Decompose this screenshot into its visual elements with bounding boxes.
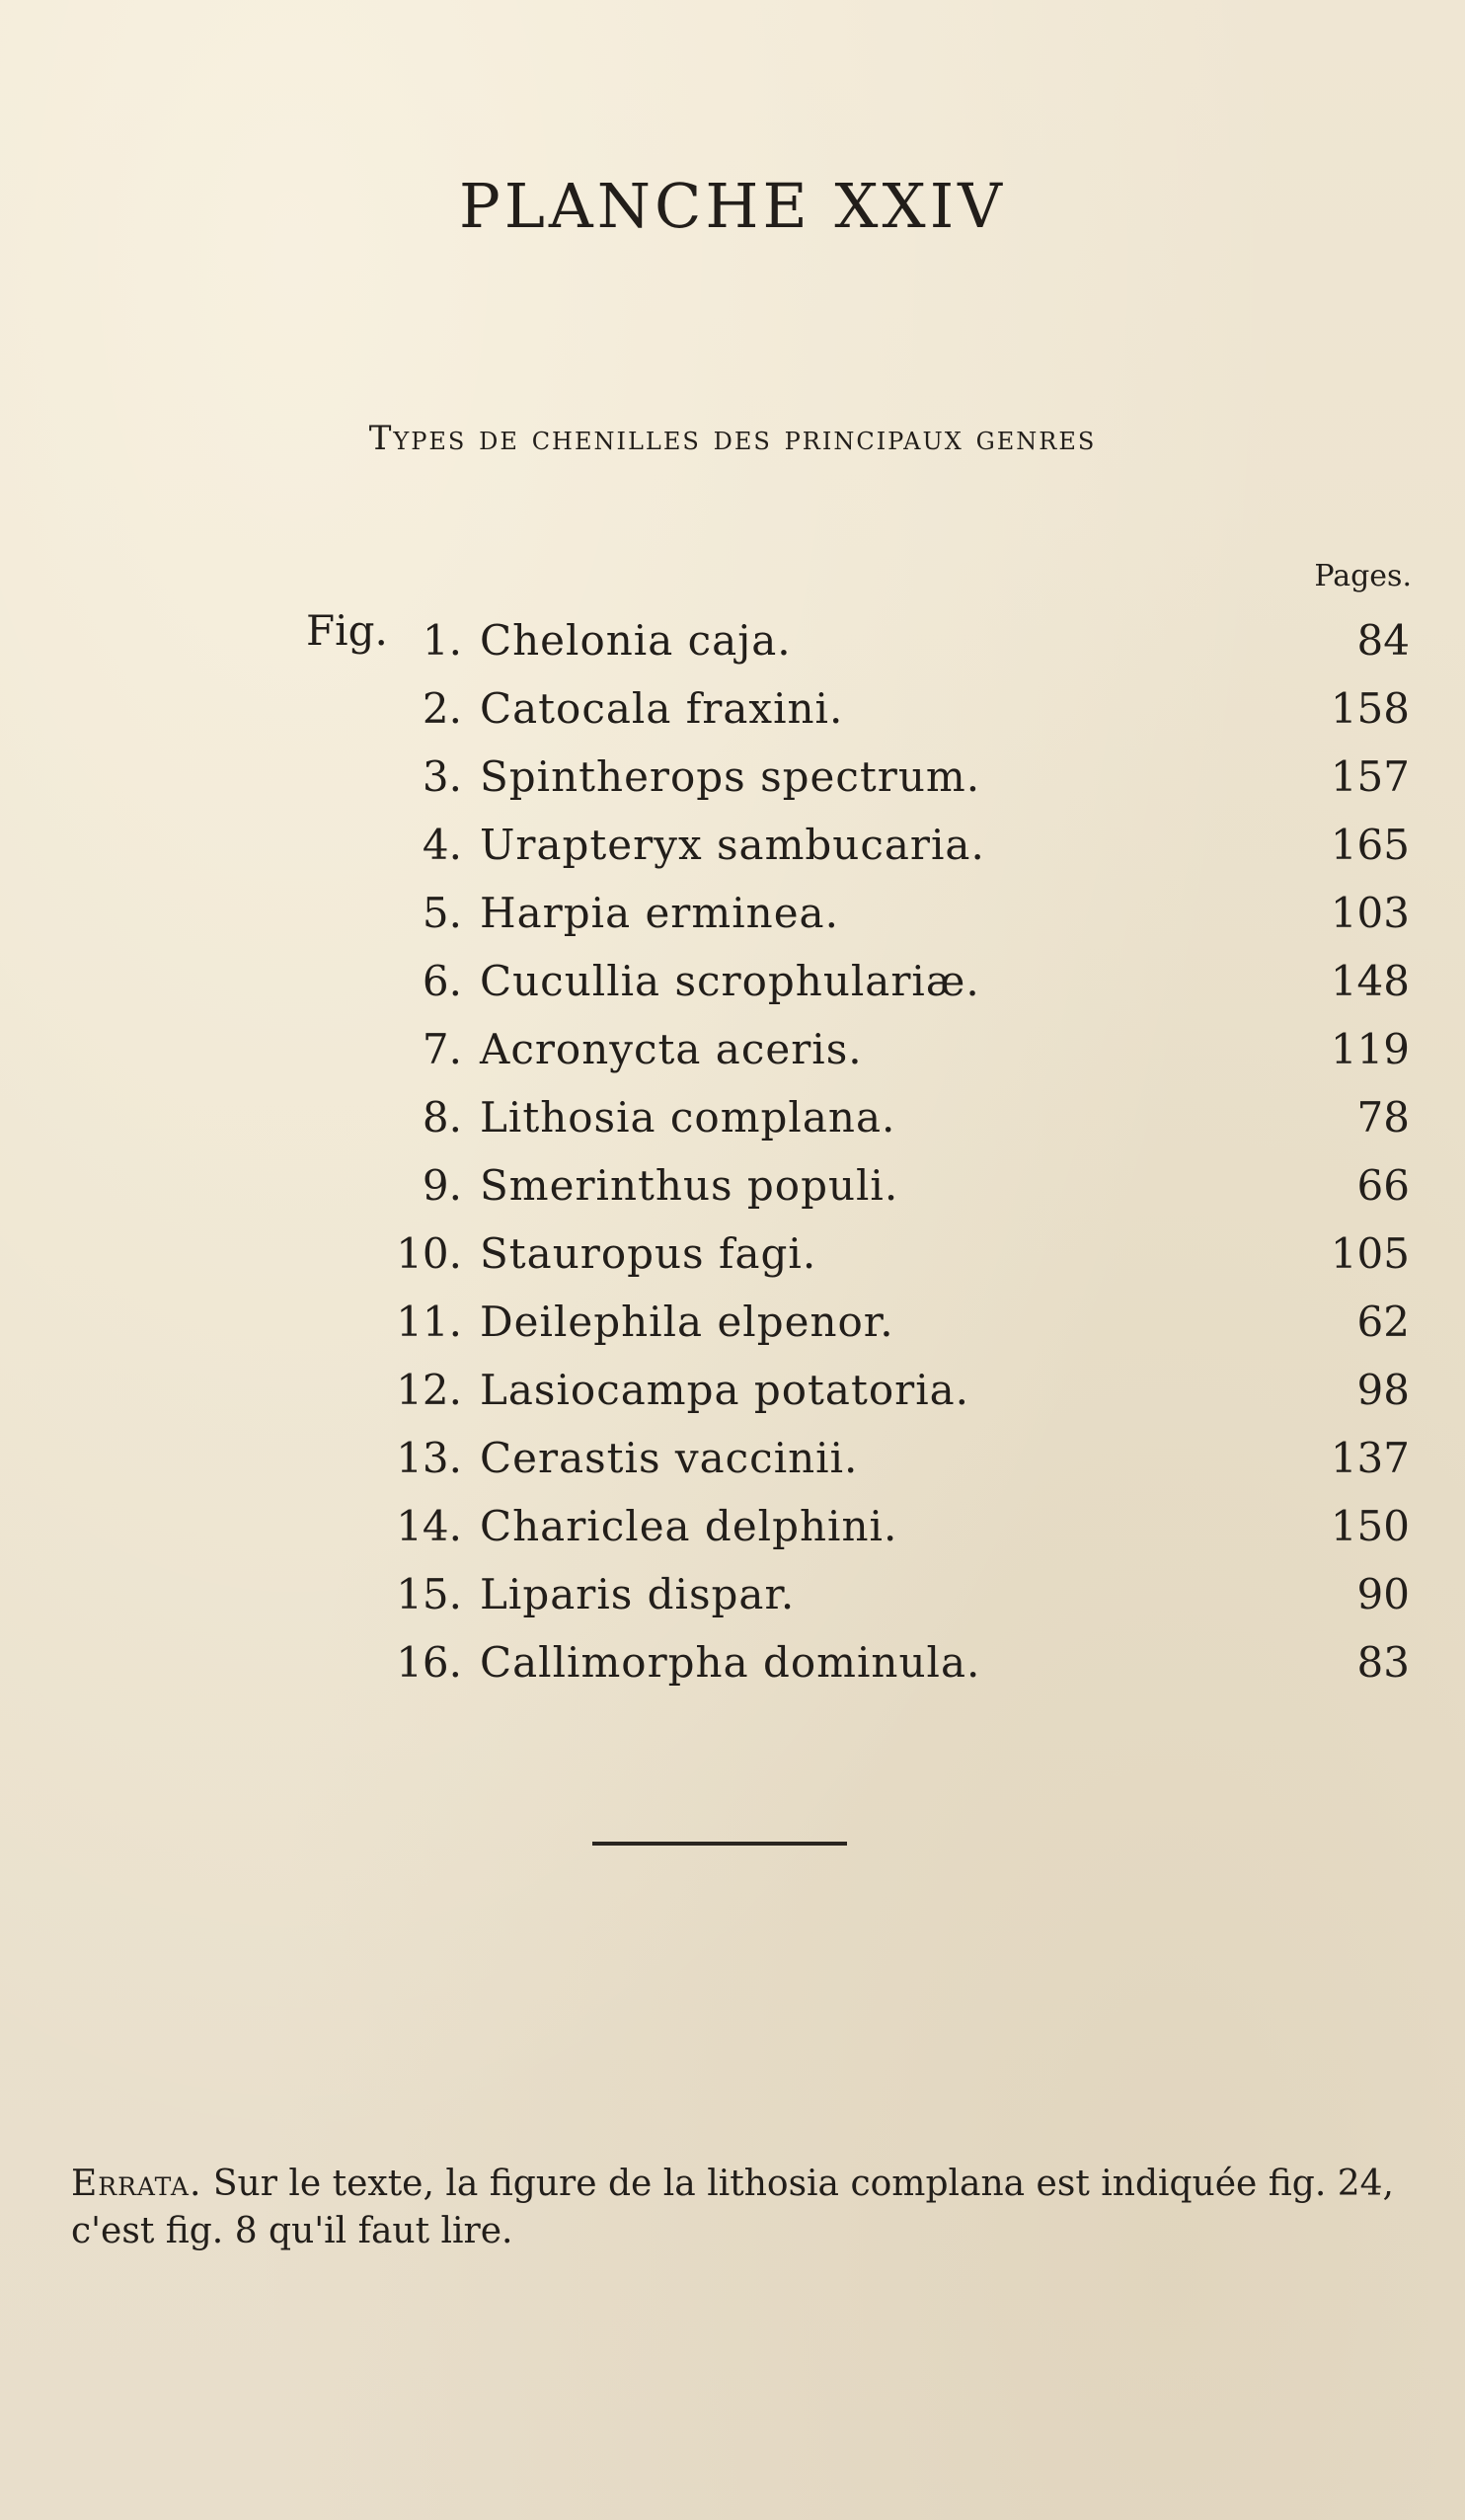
errata-note bbox=[71, 2161, 1394, 2255]
list-item bbox=[0, 606, 1465, 674]
figure-number: 13. bbox=[396, 1434, 462, 1482]
list-item bbox=[0, 1220, 1465, 1288]
figure-number: 16. bbox=[396, 1638, 462, 1687]
page-number: 148 bbox=[1330, 957, 1410, 1005]
page-number: 105 bbox=[1330, 1229, 1410, 1278]
species-name: Stauropus fagi. bbox=[480, 1229, 817, 1278]
list-item bbox=[0, 1083, 1465, 1151]
species-name: Chelonia caja. bbox=[480, 616, 792, 665]
pages-column-header: Pages. bbox=[1314, 559, 1412, 593]
species-name: Lasiocampa potatoria. bbox=[480, 1366, 970, 1414]
figure-number: 1. bbox=[422, 616, 462, 665]
figure-number: 10. bbox=[396, 1229, 462, 1278]
species-name: Lithosia complana. bbox=[480, 1093, 896, 1142]
figure-number: 11. bbox=[396, 1298, 462, 1346]
list-item bbox=[0, 1288, 1465, 1356]
errata-label: Errata. bbox=[71, 2164, 202, 2204]
figure-number: 12. bbox=[396, 1366, 462, 1414]
list-item bbox=[0, 1356, 1465, 1424]
list-item bbox=[0, 674, 1465, 743]
list-item bbox=[0, 1424, 1465, 1492]
list-item bbox=[0, 1151, 1465, 1220]
page-number: 137 bbox=[1330, 1434, 1410, 1482]
figure-number: 7. bbox=[422, 1025, 462, 1073]
page-number: 66 bbox=[1356, 1161, 1410, 1210]
page-subtitle: Types de chenilles des principaux genres bbox=[368, 419, 1097, 458]
figure-number: 6. bbox=[422, 957, 462, 1005]
species-name: Deilephila elpenor. bbox=[480, 1298, 894, 1346]
list-item bbox=[0, 1015, 1465, 1083]
page-number: 150 bbox=[1330, 1502, 1410, 1550]
page-number: 62 bbox=[1356, 1298, 1410, 1346]
list-item bbox=[0, 811, 1465, 879]
figure-number: 14. bbox=[396, 1502, 462, 1550]
figure-number: 3. bbox=[422, 752, 462, 801]
species-name: Smerinthus populi. bbox=[480, 1161, 899, 1210]
species-name: Cerastis vaccinii. bbox=[480, 1434, 859, 1482]
species-name: Urapteryx sambucaria. bbox=[480, 821, 985, 869]
page-number: 78 bbox=[1356, 1093, 1410, 1142]
species-name: Spintherops spectrum. bbox=[480, 752, 981, 801]
page-title: PLANCHE XXIV bbox=[459, 170, 1006, 242]
species-name: Catocala fraxini. bbox=[480, 684, 844, 733]
page-number: 103 bbox=[1330, 889, 1410, 937]
list-item bbox=[0, 1492, 1465, 1560]
species-name: Harpia erminea. bbox=[480, 889, 839, 937]
list-item bbox=[0, 1560, 1465, 1628]
figure-number: 4. bbox=[422, 821, 462, 869]
figure-number: 15. bbox=[396, 1570, 462, 1618]
figure-list bbox=[0, 606, 1465, 1696]
page-number: 83 bbox=[1356, 1638, 1410, 1687]
page-number: 157 bbox=[1330, 752, 1410, 801]
list-item bbox=[0, 1628, 1465, 1696]
list-item bbox=[0, 947, 1465, 1015]
divider-rule bbox=[592, 1842, 847, 1846]
errata-text: Sur le texte, la figure de la lithosia complana est indiquée fig. 24, c'est fig. 8 qu'il faut lire. bbox=[71, 2164, 1394, 2251]
page-number: 165 bbox=[1330, 821, 1410, 869]
species-name: Acronycta aceris. bbox=[480, 1025, 863, 1073]
fig-label: Fig. bbox=[306, 606, 388, 655]
figure-number: 2. bbox=[422, 684, 462, 733]
page-number: 119 bbox=[1330, 1025, 1410, 1073]
figure-number: 5. bbox=[422, 889, 462, 937]
list-item bbox=[0, 743, 1465, 811]
page-number: 84 bbox=[1356, 616, 1410, 665]
page-number: 98 bbox=[1356, 1366, 1410, 1414]
species-name: Cucullia scrophulariæ. bbox=[480, 957, 980, 1005]
page-number: 158 bbox=[1330, 684, 1410, 733]
species-name: Liparis dispar. bbox=[480, 1570, 796, 1618]
species-name: Chariclea delphini. bbox=[480, 1502, 898, 1550]
species-name: Callimorpha dominula. bbox=[480, 1638, 981, 1687]
figure-number: 9. bbox=[422, 1161, 462, 1210]
figure-number: 8. bbox=[422, 1093, 462, 1142]
list-item bbox=[0, 879, 1465, 947]
page-number: 90 bbox=[1356, 1570, 1410, 1618]
